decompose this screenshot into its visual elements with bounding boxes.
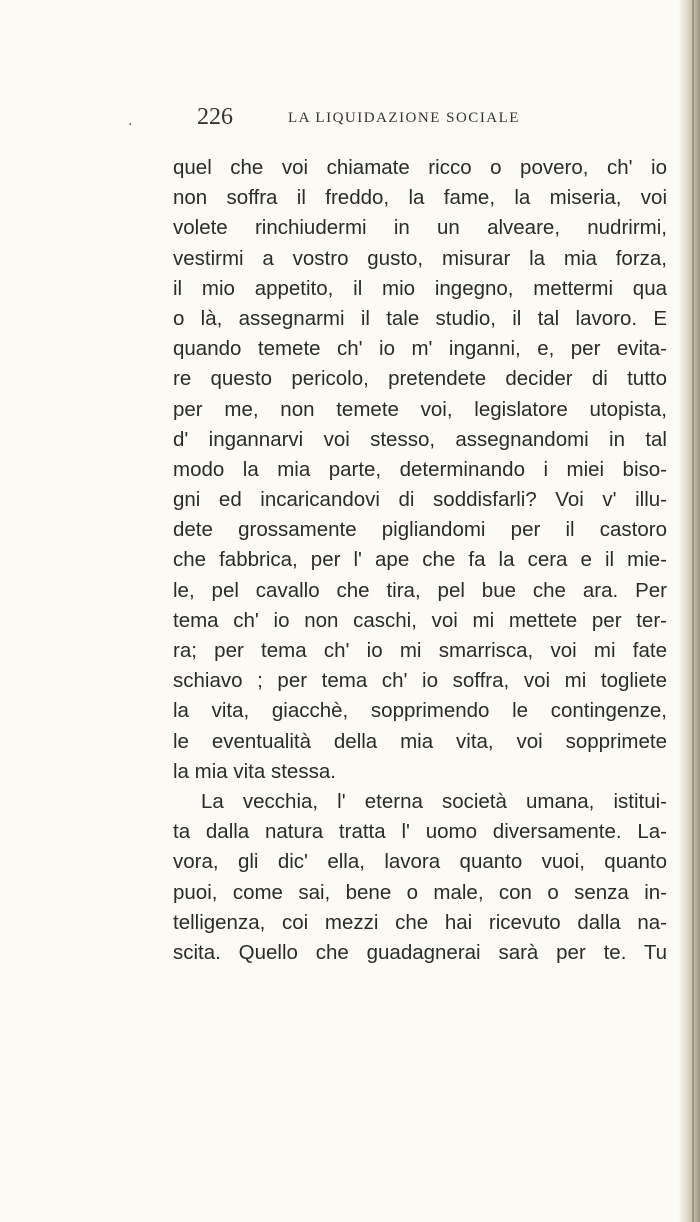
text-line: quel che voi chiamate ricco o povero, ch' io: [173, 156, 667, 179]
text-line: ta dalla natura tratta l' uomo diversamente. La-: [173, 820, 667, 844]
text-line: che fabbrica, per l' ape che fa la cera e il mie-: [173, 548, 667, 572]
text-line: le eventualità della mia vita, voi sopprimete: [173, 729, 667, 753]
page-number: 226: [197, 104, 233, 130]
text-line: d' ingannarvi voi stesso, assegnandomi in tal: [173, 427, 667, 451]
text-line: non soffra il freddo, la fame, la miseria, voi: [173, 186, 667, 210]
paragraph-end-line: la mia vita stessa.: [173, 759, 336, 783]
text-line: la vita, giacchè, sopprimendo le contingenze,: [173, 699, 667, 723]
text-line: modo la mia parte, determinando i miei biso-: [173, 457, 667, 481]
paragraph-start-line: La vecchia, l' eterna società umana, istitui-: [201, 789, 667, 813]
page-header: [0, 102, 700, 142]
running-title: LA LIQUIDAZIONE SOCIALE: [288, 110, 520, 126]
text-line: vora, gli dic' ella, lavora quanto vuoi, quanto: [173, 850, 667, 874]
text-line: vestirmi a vostro gusto, misurar la mia forza,: [173, 246, 667, 270]
text-line: o là, assegnarmi il tale studio, il tal lavoro. E: [173, 306, 667, 330]
text-line: volete rinchiudermi in un alveare, nudrirmi,: [173, 216, 667, 240]
page-edge-line: [692, 0, 694, 1222]
text-line: telligenza, coi mezzi che hai ricevuto dalla na-: [173, 910, 667, 934]
page-edge: [678, 0, 700, 1222]
text-line: il mio appetito, il mio ingegno, mettermi qua: [173, 276, 667, 300]
text-line: gni ed incaricandovi di soddisfarli? Voi v' illu-: [173, 488, 667, 512]
text-line: per me, non temete voi, legislatore utopista,: [173, 397, 667, 421]
text-line: dete grossamente pigliandomi per il castoro: [173, 518, 667, 542]
text-line: le, pel cavallo che tira, pel bue che ara. Per: [173, 578, 667, 602]
text-line: schiavo ; per tema ch' io soffra, voi mi togliete: [173, 669, 667, 693]
text-line: tema ch' io non caschi, voi mi mettete per ter-: [173, 608, 667, 632]
body-text: [173, 153, 667, 968]
text-line: ra; per tema ch' io mi smarrisca, voi mi fate: [173, 639, 667, 662]
text-line: re questo pericolo, pretendete decider di tutto: [173, 367, 667, 391]
text-line: puoi, come sai, bene o male, con o senza in-: [173, 880, 667, 904]
margin-mark: .: [128, 112, 133, 129]
text-line: quando temete ch' io m' inganni, e, per evita-: [173, 337, 667, 361]
text-line: scita. Quello che guadagnerai sarà per te. Tu: [173, 940, 667, 964]
